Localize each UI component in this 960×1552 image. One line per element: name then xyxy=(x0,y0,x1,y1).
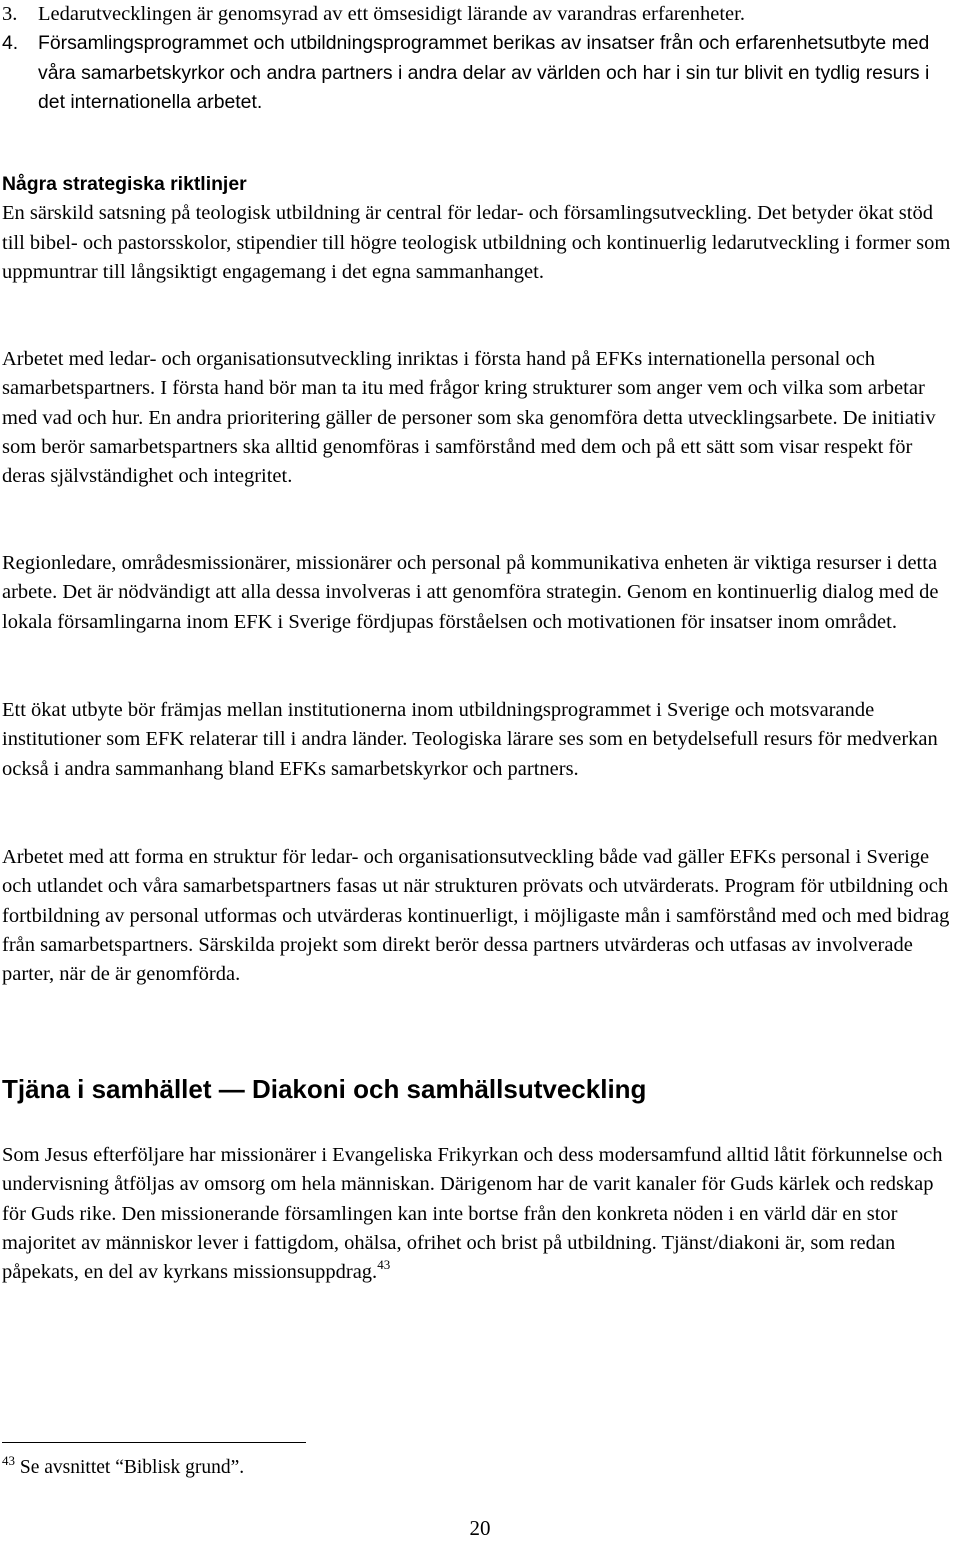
footnote xyxy=(2,1455,244,1481)
list-item xyxy=(0,0,958,29)
paragraph-text: Som Jesus efterföljare har missionärer i Evangeliska Frikyrkan och dess modersamfund alltid låtit förkunnelse och undervisning åtföljas av omsorg om hela människan. Därigenom har de varit kanaler för Guds kärlek och redskap för Guds rike. Den missionerande församlingen kan inte bortse från den konkreta nöden i en värld där en stor majoritet av människor lever i fattigdom, ohälsa, ofrihet och brist på utbildning. Tjänst/diakoni är, som redan påpekats, en del av kyrkans missionsuppdrag. xyxy=(2,1144,943,1284)
paragraph: Arbetet med ledar- och organisationsutveckling inriktas i första hand på EFKs internationella personal och samarbetspartners. I första hand bör man ta itu med frågor kring strukturer som anger vem och vilka som arbetar med vad och hur. En andra prioritering gäller de personer som ska genomföra detta utvecklingsarbete. De initiativ som berör samarbetspartners ska alltid genomföras i samförstånd med dem och på ett sätt som visar respekt för deras självständighet och integritet. xyxy=(2,348,936,488)
list-item-text: Ledarutvecklingen är genomsyrad av ett ömsesidigt lärande av varandras erfarenheter. xyxy=(38,3,745,25)
list-item-number: 3. xyxy=(2,3,18,25)
list-item xyxy=(0,29,958,117)
paragraph: Arbetet med att forma en struktur för ledar- och organisationsutveckling både vad gäller EFKs personal i Sverige och utlandet och våra samarbetspartners fasas ut när strukturen prövats och utvärderats. Program för utbildning och fortbildning av personal utformas och utvärderas kontinuerligt, i möjligaste mån i samförstånd med och med bidrag från samarbetspartners. Särskilda projekt som direkt berör dessa partners utvärderas och utfasas av involverade parter, när de är genomförda. xyxy=(2,846,950,986)
footnote-separator xyxy=(2,1442,306,1443)
paragraph: Regionledare, områdesmissionärer, missionärer och personal på kommunikativa enheten är viktiga resurser i detta arbete. Det är nödvändigt att alla dessa involveras i att genomföra strategin. Genom en kontinuerlig dialog med de lokala församlingarna inom EFK i Sverige fördjupas förståelsen och motivationen för insatser inom området. xyxy=(2,552,939,633)
paragraph: Ett ökat utbyte bör främjas mellan institutionerna inom utbildningsprogrammet i Sverige och motsvarande institutioner som EFK relaterar till i andra länder. Teologiska lärare ses som en betydelsefull resurs för medverkan också i andra sammanhang bland EFKs samarbetskyrkor och partners. xyxy=(2,699,938,780)
footnote-reference[interactable]: 43 xyxy=(377,1257,391,1273)
strategic-guidelines-block xyxy=(2,170,958,287)
numbered-list xyxy=(0,0,958,117)
paragraph xyxy=(2,1141,958,1287)
list-item-number: 4. xyxy=(2,32,19,55)
section-heading: Tjäna i samhället — Diakoni och samhällsutveckling xyxy=(2,1074,647,1104)
subsection-heading: Några strategiska riktlinjer xyxy=(2,173,247,195)
page-number: 20 xyxy=(469,1516,491,1540)
paragraph: En särskild satsning på teologisk utbildning är central för ledar- och församlingsutveckling. Det betyder ökat stöd till bibel- och pastorsskolor, stipendier till högre teologisk utbildning och kontinuerlig ledarutveckling i former som uppmuntrar till långsiktigt engagemang i det egna sammanhanget. xyxy=(2,202,951,283)
footnote-text: Se avsnittet “Biblisk grund”. xyxy=(19,1457,245,1478)
footnote-number: 43 xyxy=(2,1453,15,1468)
list-item-text: Församlingsprogrammet och utbildningsprogrammet berikas av insatser från och erfarenhetsutbyte med våra samarbetskyrkor och andra partners i andra delar av världen och har i sin tur blivit en tydlig resurs i det internationella arbetet. xyxy=(38,32,930,113)
